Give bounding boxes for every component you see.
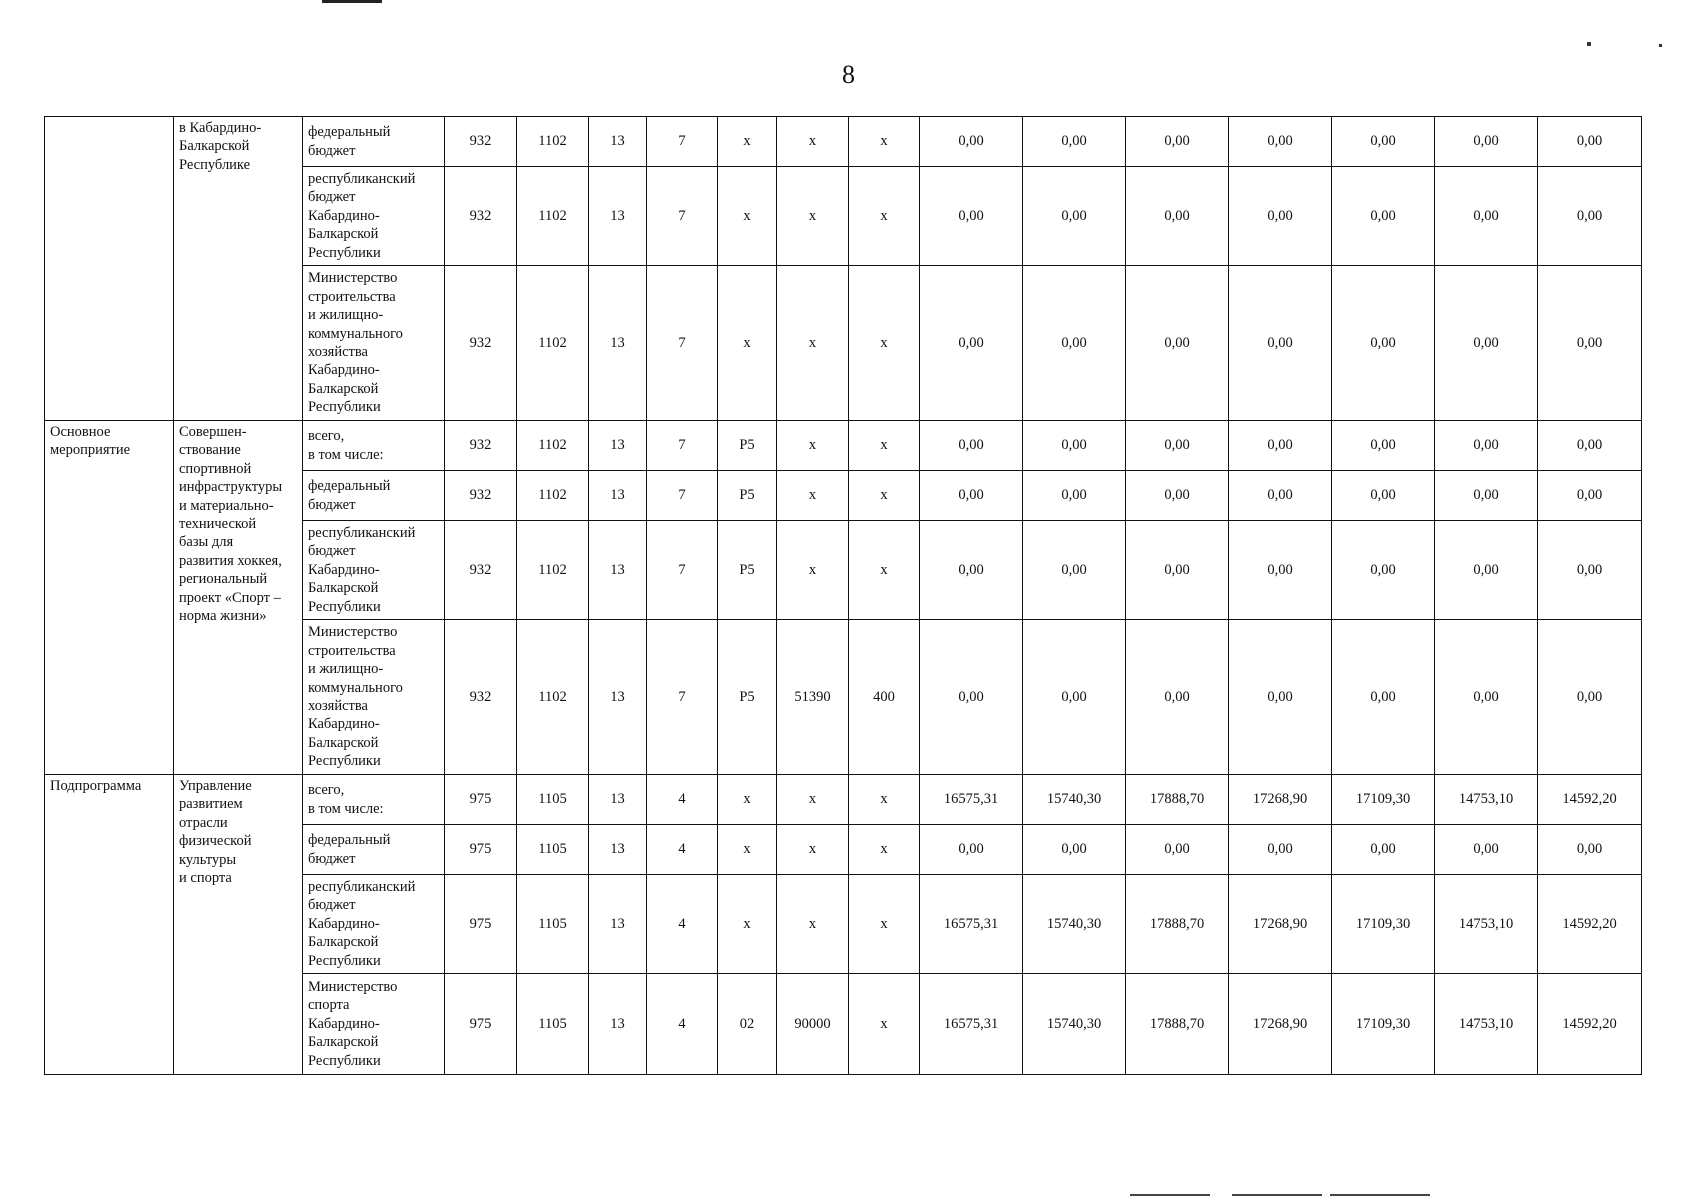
funding-source: федеральный бюджет [308,124,391,159]
budget-code-cell: х [849,825,920,875]
table-row [45,775,1642,825]
budget-code-cell: 13 [589,421,647,471]
amount-cell: 0,00 [1023,521,1126,620]
amount-cell: 0,00 [1229,421,1332,471]
amount-cell: 0,00 [1538,825,1642,875]
table-row [45,117,1642,167]
budget-code-cell: 4 [647,775,718,825]
amount-cell: 17109,30 [1332,775,1435,825]
funding-source: Министерство строительства и жилищно- коммунального хозяйства Кабардино- Балкарской Республики [308,270,403,416]
scan-mark [322,0,382,3]
program-status-cell [45,117,174,421]
amount-cell: 17888,70 [1126,775,1229,825]
amount-cell: 17888,70 [1126,875,1229,974]
amount-cell: 16575,31 [920,775,1023,825]
funding-source: республиканский бюджет Кабардино- Балкарской Республики [308,170,416,261]
amount-cell: 0,00 [920,421,1023,471]
amount-cell: 0,00 [1435,266,1538,421]
amount-cell: 0,00 [920,117,1023,167]
amount-cell: 0,00 [1538,620,1642,775]
amount-cell: 14592,20 [1538,875,1642,974]
budget-code-cell: х [849,974,920,1075]
amount-cell: 0,00 [920,825,1023,875]
amount-cell: 14753,10 [1435,974,1538,1075]
budget-code-cell: 7 [647,521,718,620]
program-name-cell [174,421,303,775]
budget-code-cell: Р5 [718,521,777,620]
budget-code-cell: Р5 [718,620,777,775]
amount-cell: 0,00 [1435,421,1538,471]
budget-code-cell: 1105 [517,775,589,825]
budget-code-cell: 7 [647,167,718,266]
amount-cell: 0,00 [920,266,1023,421]
amount-cell: 0,00 [1332,421,1435,471]
amount-cell: 0,00 [1435,825,1538,875]
amount-cell: 0,00 [1332,117,1435,167]
amount-cell: 0,00 [1332,266,1435,421]
budget-table [44,116,1642,1075]
budget-code-cell: 975 [445,825,517,875]
budget-code-cell: 7 [647,421,718,471]
amount-cell: 0,00 [1229,266,1332,421]
budget-code-cell: х [777,825,849,875]
scan-mark [1232,1194,1322,1196]
budget-code-cell: 13 [589,117,647,167]
amount-cell: 0,00 [1023,167,1126,266]
budget-code-cell: 13 [589,266,647,421]
funding-source: Министерство строительства и жилищно- коммунального хозяйства Кабардино- Балкарской Республики [308,624,403,770]
program-status: Основное мероприятие [50,424,131,459]
budget-code-cell: 1102 [517,117,589,167]
funding-source: республиканский бюджет Кабардино- Балкарской Республики [308,524,416,615]
amount-cell: 0,00 [1229,620,1332,775]
program-status: Подпрограмма [50,778,142,794]
budget-code-cell: х [849,421,920,471]
budget-code-cell: х [849,167,920,266]
budget-code-cell: х [718,266,777,421]
amount-cell: 15740,30 [1023,875,1126,974]
amount-cell: 0,00 [1435,117,1538,167]
amount-cell: 0,00 [1435,620,1538,775]
budget-code-cell: х [718,775,777,825]
program-name: Совершен- ствование спортивной инфраструктуры и материально- технической базы для развития хоккея, региональный проект «Спорт – норма жизни» [179,424,283,625]
amount-cell: 0,00 [1229,167,1332,266]
budget-code-cell: 13 [589,167,647,266]
budget-code-cell: 02 [718,974,777,1075]
budget-code-cell: х [849,471,920,521]
amount-cell: 0,00 [1023,117,1126,167]
amount-cell: 14592,20 [1538,974,1642,1075]
funding-source: республиканский бюджет Кабардино- Балкарской Республики [308,878,416,969]
funding-source-cell [303,266,445,421]
amount-cell: 0,00 [920,620,1023,775]
amount-cell: 0,00 [1229,521,1332,620]
budget-code-cell: 1102 [517,471,589,521]
amount-cell: 17109,30 [1332,974,1435,1075]
amount-cell: 0,00 [920,167,1023,266]
funding-source-cell [303,620,445,775]
budget-code-cell: х [718,117,777,167]
amount-cell: 0,00 [1126,471,1229,521]
amount-cell: 14592,20 [1538,775,1642,825]
amount-cell: 0,00 [920,471,1023,521]
budget-code-cell: 1102 [517,521,589,620]
amount-cell: 0,00 [1126,521,1229,620]
amount-cell: 0,00 [1435,167,1538,266]
amount-cell: 16575,31 [920,974,1023,1075]
amount-cell: 0,00 [1332,825,1435,875]
amount-cell: 17268,90 [1229,974,1332,1075]
budget-code-cell: 1102 [517,167,589,266]
program-status-cell [45,421,174,775]
program-name: в Кабардино- Балкарской Республике [179,120,262,173]
funding-source-cell [303,775,445,825]
budget-code-cell: 13 [589,775,647,825]
budget-code-cell: 4 [647,974,718,1075]
amount-cell: 15740,30 [1023,775,1126,825]
scan-mark [1330,1194,1430,1196]
funding-source-cell [303,421,445,471]
amount-cell: 0,00 [1126,266,1229,421]
funding-source-cell [303,974,445,1075]
budget-code-cell: х [777,117,849,167]
scan-speck [1587,42,1591,46]
budget-code-cell: 932 [445,117,517,167]
budget-code-cell: х [777,167,849,266]
budget-code-cell: 932 [445,471,517,521]
budget-code-cell: 7 [647,266,718,421]
budget-code-cell: 975 [445,875,517,974]
table-row [45,421,1642,471]
budget-code-cell: 932 [445,167,517,266]
budget-code-cell: 932 [445,521,517,620]
amount-cell: 17268,90 [1229,875,1332,974]
budget-code-cell: 13 [589,620,647,775]
program-name-cell [174,775,303,1075]
funding-source-cell [303,117,445,167]
scan-mark [1130,1194,1210,1196]
amount-cell: 0,00 [1126,167,1229,266]
page-number: 8 [842,60,855,89]
amount-cell: 0,00 [1332,167,1435,266]
funding-source-cell [303,521,445,620]
amount-cell: 0,00 [1126,620,1229,775]
amount-cell: 0,00 [1538,266,1642,421]
budget-code-cell: 932 [445,620,517,775]
scan-speck [1659,44,1662,47]
amount-cell: 14753,10 [1435,875,1538,974]
budget-code-cell: 13 [589,471,647,521]
budget-code-cell: 1105 [517,825,589,875]
budget-code-cell: 13 [589,825,647,875]
budget-code-cell: 932 [445,266,517,421]
budget-code-cell: 13 [589,974,647,1075]
budget-code-cell: Р5 [718,471,777,521]
budget-code-cell: 4 [647,825,718,875]
amount-cell: 0,00 [1538,471,1642,521]
budget-code-cell: 51390 [777,620,849,775]
budget-code-cell: х [849,775,920,825]
budget-code-cell: х [777,521,849,620]
funding-source-cell [303,825,445,875]
amount-cell: 0,00 [1023,825,1126,875]
budget-code-cell: 975 [445,775,517,825]
budget-code-cell: х [777,875,849,974]
budget-code-cell: 932 [445,421,517,471]
funding-source: Министерство спорта Кабардино- Балкарской Республики [308,978,398,1069]
budget-code-cell: 4 [647,875,718,974]
funding-source: федеральный бюджет [308,478,391,513]
funding-source-cell [303,471,445,521]
budget-code-cell: 1105 [517,974,589,1075]
amount-cell: 17109,30 [1332,875,1435,974]
amount-cell: 0,00 [1538,167,1642,266]
amount-cell: 0,00 [1538,421,1642,471]
budget-code-cell: х [718,825,777,875]
budget-code-cell: 7 [647,117,718,167]
amount-cell: 0,00 [1229,825,1332,875]
amount-cell: 15740,30 [1023,974,1126,1075]
amount-cell: 0,00 [1538,117,1642,167]
budget-code-cell: 7 [647,620,718,775]
funding-source-cell [303,875,445,974]
amount-cell: 0,00 [1538,521,1642,620]
budget-code-cell: х [777,471,849,521]
budget-code-cell: х [849,521,920,620]
amount-cell: 0,00 [1126,421,1229,471]
amount-cell: 17888,70 [1126,974,1229,1075]
budget-code-cell: 1102 [517,421,589,471]
budget-code-cell: х [849,266,920,421]
budget-code-cell: 90000 [777,974,849,1075]
amount-cell: 14753,10 [1435,775,1538,825]
amount-cell: 0,00 [1435,471,1538,521]
program-status-cell [45,775,174,1075]
amount-cell: 0,00 [1229,117,1332,167]
funding-source: всего, в том числе: [308,428,384,463]
budget-code-cell: х [777,266,849,421]
amount-cell: 0,00 [1126,117,1229,167]
budget-code-cell: 13 [589,875,647,974]
amount-cell: 0,00 [1435,521,1538,620]
amount-cell: 0,00 [1023,620,1126,775]
funding-source: федеральный бюджет [308,832,391,867]
amount-cell: 0,00 [1332,521,1435,620]
budget-code-cell: 975 [445,974,517,1075]
amount-cell: 17268,90 [1229,775,1332,825]
amount-cell: 0,00 [1023,266,1126,421]
budget-code-cell: х [849,117,920,167]
amount-cell: 0,00 [920,521,1023,620]
budget-table-body [45,117,1642,1075]
amount-cell: 0,00 [1023,471,1126,521]
budget-code-cell: 13 [589,521,647,620]
amount-cell: 0,00 [1023,421,1126,471]
budget-code-cell: 1102 [517,266,589,421]
budget-code-cell: 400 [849,620,920,775]
budget-code-cell: 1105 [517,875,589,974]
amount-cell: 0,00 [1126,825,1229,875]
funding-source-cell [303,167,445,266]
amount-cell: 0,00 [1332,620,1435,775]
amount-cell: 0,00 [1229,471,1332,521]
budget-code-cell: х [849,875,920,974]
budget-code-cell: х [718,167,777,266]
amount-cell: 0,00 [1332,471,1435,521]
funding-source: всего, в том числе: [308,782,384,817]
budget-code-cell: х [777,421,849,471]
budget-code-cell: Р5 [718,421,777,471]
budget-code-cell: х [777,775,849,825]
budget-code-cell: 1102 [517,620,589,775]
amount-cell: 16575,31 [920,875,1023,974]
budget-code-cell: 7 [647,471,718,521]
budget-code-cell: х [718,875,777,974]
program-name: Управление развитием отрасли физической культуры и спорта [179,778,252,887]
program-name-cell [174,117,303,421]
